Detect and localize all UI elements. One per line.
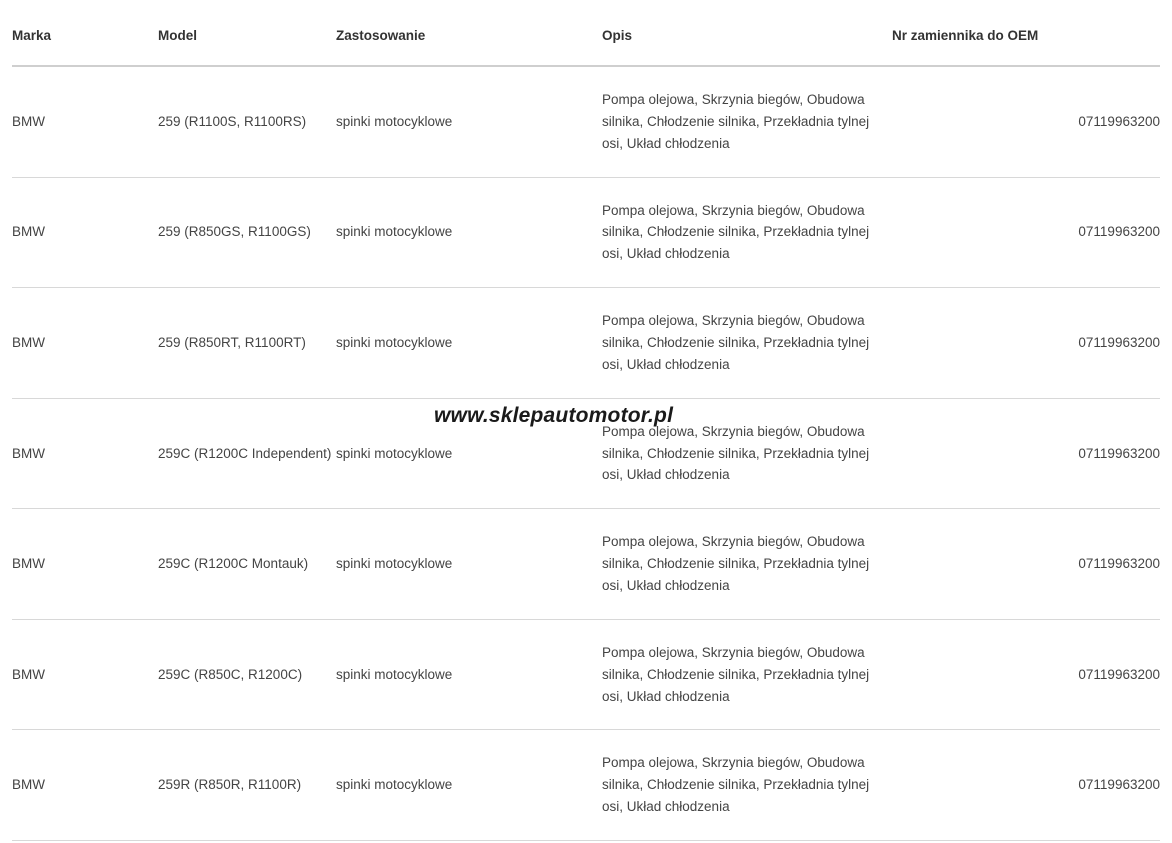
cell-marka: BMW (12, 177, 158, 288)
cell-zastosowanie: spinki motocyklowe (336, 730, 602, 841)
description-text: Pompa olejowa, Skrzynia biegów, Obudowa silnika, Chłodzenie silnika, Przekładnia tylnej osi, Układ chłodzenia (602, 92, 870, 151)
cell-oem: 07119963200 (892, 509, 1160, 620)
description-text: Pompa olejowa, Skrzynia biegów, Obudowa silnika, Chłodzenie silnika, Przekładnia tylnej osi, Układ chłodzenia (602, 644, 870, 704)
cell-model: 259 (R1100S, R1100RS) (158, 66, 336, 177)
cell-opis (602, 509, 892, 620)
fitment-table (12, 0, 1160, 841)
cell-oem: 07119963200 (892, 398, 1160, 509)
description-text: Pompa olejowa, Skrzynia biegów, Obudowa silnika, Chłodzenie silnika, Przekładnia tylnej osi, Układ chłodzenia (602, 202, 870, 262)
description-text: Pompa olejowa, Skrzynia biegów, Obudowa silnika, Chłodzenie silnika, Przekładnia tylnej osi, Układ chłodzenia (602, 534, 870, 594)
cell-marka: BMW (12, 66, 158, 177)
cell-oem: 07119963200 (892, 66, 1160, 177)
column-header-marka: Marka (12, 0, 158, 66)
table-row (12, 177, 1160, 288)
cell-zastosowanie: spinki motocyklowe (336, 66, 602, 177)
table-row (12, 730, 1160, 841)
table-body (12, 66, 1160, 841)
table-row (12, 398, 1160, 509)
cell-model: 259C (R850C, R1200C) (158, 619, 336, 730)
watermark: www.sklepautomotor.pl (434, 404, 674, 427)
cell-marka: BMW (12, 288, 158, 399)
cell-model: 259R (R850R, R1100R) (158, 730, 336, 841)
cell-oem: 07119963200 (892, 730, 1160, 841)
cell-zastosowanie: spinki motocyklowe (336, 288, 602, 399)
cell-opis (602, 619, 892, 730)
cell-zastosowanie: spinki motocyklowe (336, 619, 602, 730)
column-header-model: Model (158, 0, 336, 66)
cell-marka: BMW (12, 398, 158, 509)
table-row (12, 619, 1160, 730)
cell-opis (602, 177, 892, 288)
cell-marka: BMW (12, 509, 158, 620)
cell-zastosowanie: spinki motocyklowe (336, 398, 602, 509)
cell-model: 259 (R850RT, R1100RT) (158, 288, 336, 399)
table-row (12, 509, 1160, 620)
description-text: Pompa olejowa, Skrzynia biegów, Obudowa silnika, Chłodzenie silnika, Przekładnia tylnej osi, Układ chłodzenia (602, 313, 870, 372)
column-header-zastosowanie: Zastosowanie (336, 0, 602, 66)
cell-model: 259 (R850GS, R1100GS) (158, 177, 336, 288)
cell-oem: 07119963200 (892, 288, 1160, 399)
cell-opis (602, 288, 892, 399)
cell-oem: 07119963200 (892, 619, 1160, 730)
column-header-opis: Opis (602, 0, 892, 66)
cell-opis (602, 730, 892, 841)
cell-model: 259C (R1200C Independent) (158, 398, 336, 509)
cell-zastosowanie: spinki motocyklowe (336, 177, 602, 288)
table-row (12, 66, 1160, 177)
column-header-oem: Nr zamiennika do OEM (892, 0, 1160, 66)
cell-oem: 07119963200 (892, 177, 1160, 288)
table-row (12, 288, 1160, 399)
cell-model: 259C (R1200C Montauk) (158, 509, 336, 620)
description-text: Pompa olejowa, Skrzynia biegów, Obudowa silnika, Chłodzenie silnika, Przekładnia tylnej osi, Układ chłodzenia (602, 423, 870, 483)
cell-zastosowanie: spinki motocyklowe (336, 509, 602, 620)
table-header (12, 0, 1160, 66)
table-header-row (12, 0, 1160, 66)
cell-marka: BMW (12, 619, 158, 730)
cell-opis (602, 398, 892, 509)
description-text: Pompa olejowa, Skrzynia biegów, Obudowa silnika, Chłodzenie silnika, Przekładnia tylnej osi, Układ chłodzenia (602, 755, 870, 815)
cell-opis (602, 66, 892, 177)
cell-marka: BMW (12, 730, 158, 841)
